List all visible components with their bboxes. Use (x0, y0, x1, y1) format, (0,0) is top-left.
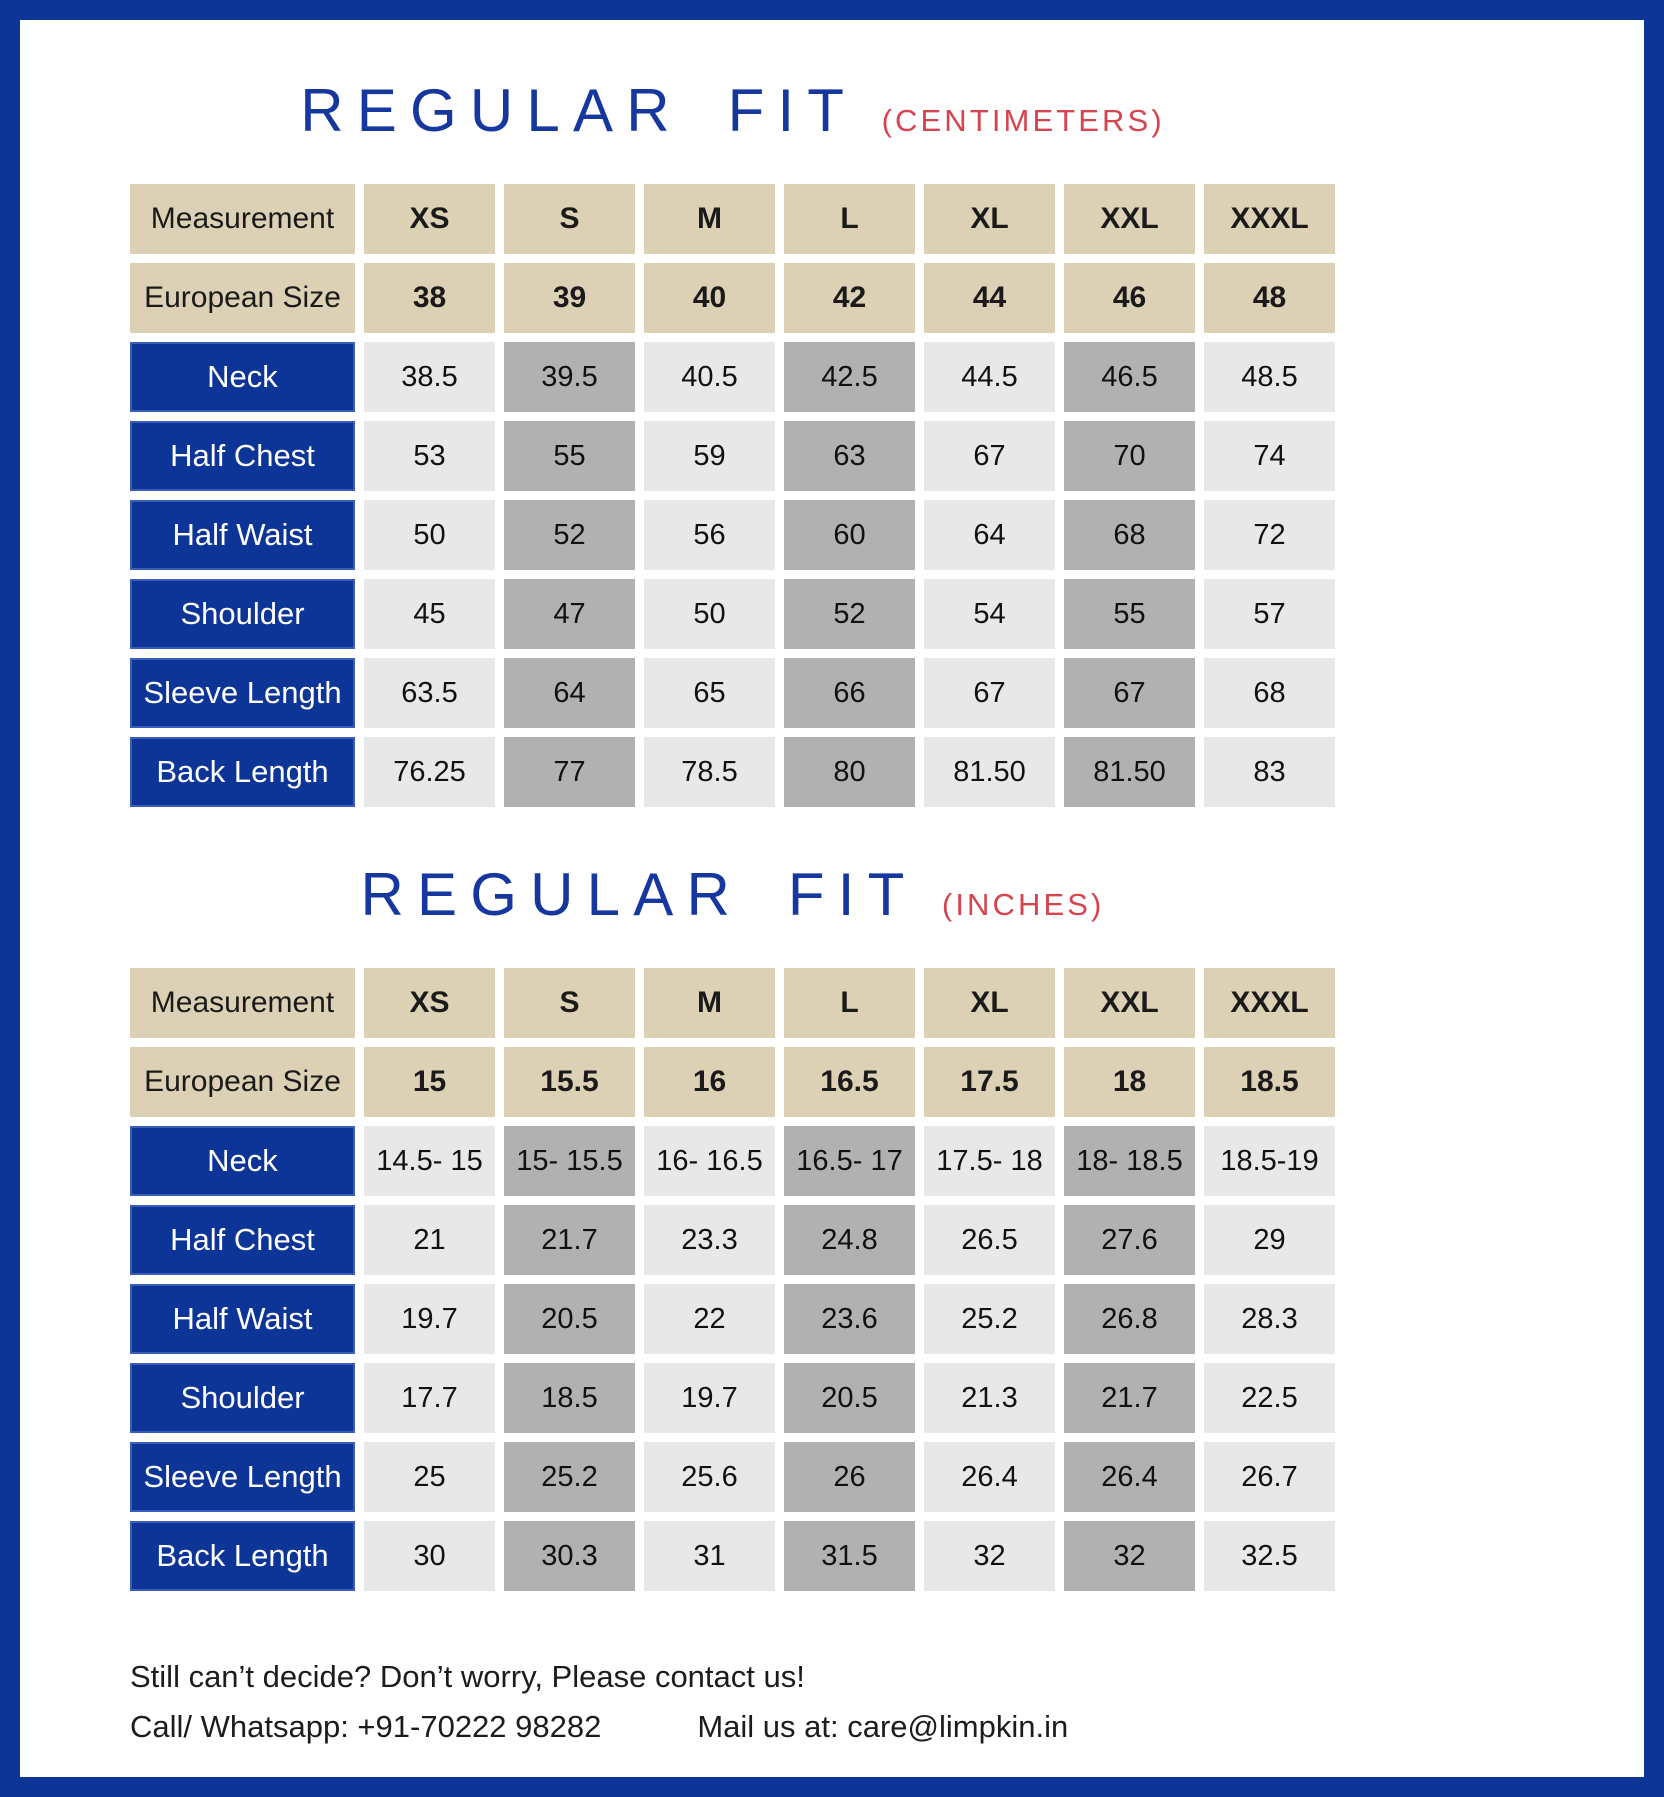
measurement-value: 32 (1064, 1521, 1195, 1591)
measurement-row-label: Half Waist (130, 500, 355, 570)
measurement-value: 24.8 (784, 1205, 915, 1275)
european-size-value: 17.5 (924, 1047, 1055, 1117)
measurement-value: 60 (784, 500, 915, 570)
size-column-header: XL (924, 968, 1055, 1038)
measurement-row-label: Half Chest (130, 421, 355, 491)
size-column-header: XS (364, 184, 495, 254)
measurement-column-header: Measurement (130, 968, 355, 1038)
measurement-value: 81.50 (1064, 737, 1195, 807)
measurement-value: 26.8 (1064, 1284, 1195, 1354)
measurement-value: 70 (1064, 421, 1195, 491)
measurement-value: 31 (644, 1521, 775, 1591)
measurement-row-label: Half Chest (130, 1205, 355, 1275)
measurement-value: 15- 15.5 (504, 1126, 635, 1196)
measurement-value: 57 (1204, 579, 1335, 649)
size-column-header: XXXL (1204, 184, 1335, 254)
measurement-value: 22 (644, 1284, 775, 1354)
measurement-value: 21 (364, 1205, 495, 1275)
footer-email: Mail us at: care@limpkin.in (697, 1708, 1069, 1744)
measurement-row (130, 421, 1335, 491)
measurement-value: 68 (1204, 658, 1335, 728)
measurement-row (130, 579, 1335, 649)
measurement-value: 56 (644, 500, 775, 570)
size-column-header: M (644, 968, 775, 1038)
measurement-value: 21.7 (1064, 1363, 1195, 1433)
size-column-header: XS (364, 968, 495, 1038)
measurement-row (130, 342, 1335, 412)
measurement-value: 63.5 (364, 658, 495, 728)
measurement-value: 21.7 (504, 1205, 635, 1275)
measurement-value: 31.5 (784, 1521, 915, 1591)
measurement-value: 18.5 (504, 1363, 635, 1433)
measurement-value: 26.7 (1204, 1442, 1335, 1512)
size-column-header: XXXL (1204, 968, 1335, 1038)
size-column-header: S (504, 184, 635, 254)
measurement-value: 23.6 (784, 1284, 915, 1354)
measurement-value: 50 (644, 579, 775, 649)
size-column-header: M (644, 184, 775, 254)
footer-help-text: Still can’t decide? Don’t worry, Please contact us! (130, 1659, 805, 1694)
measurement-value: 18.5-19 (1204, 1126, 1335, 1196)
measurement-value: 16- 16.5 (644, 1126, 775, 1196)
european-size-value: 16.5 (784, 1047, 915, 1117)
size-column-header: XXL (1064, 184, 1195, 254)
measurement-value: 20.5 (784, 1363, 915, 1433)
size-table-inches (121, 959, 1344, 1600)
measurement-value: 50 (364, 500, 495, 570)
footer (130, 1652, 1644, 1751)
measurement-value: 76.25 (364, 737, 495, 807)
measurement-value: 67 (924, 658, 1055, 728)
measurement-value: 25.2 (504, 1442, 635, 1512)
measurement-value: 39.5 (504, 342, 635, 412)
footer-phone: Call/ Whatsapp: +91-70222 98282 (130, 1708, 602, 1744)
measurement-value: 21.3 (924, 1363, 1055, 1433)
measurement-value: 19.7 (644, 1363, 775, 1433)
european-size-row (130, 263, 1335, 333)
measurement-value: 25.2 (924, 1284, 1055, 1354)
measurement-value: 14.5- 15 (364, 1126, 495, 1196)
measurement-row-label: Back Length (130, 1521, 355, 1591)
measurement-value: 52 (784, 579, 915, 649)
measurement-value: 68 (1064, 500, 1195, 570)
measurement-value: 27.6 (1064, 1205, 1195, 1275)
european-size-label: European Size (130, 1047, 355, 1117)
measurement-value: 30.3 (504, 1521, 635, 1591)
european-size-label: European Size (130, 263, 355, 333)
measurement-value: 78.5 (644, 737, 775, 807)
measurement-value: 28.3 (1204, 1284, 1335, 1354)
unit-label-inches: (INCHES) (941, 887, 1105, 922)
measurement-value: 67 (1064, 658, 1195, 728)
measurement-value: 46.5 (1064, 342, 1195, 412)
size-column-header: L (784, 968, 915, 1038)
measurement-value: 52 (504, 500, 635, 570)
measurement-value: 17.5- 18 (924, 1126, 1055, 1196)
measurement-value: 40.5 (644, 342, 775, 412)
size-column-header: XL (924, 184, 1055, 254)
measurement-value: 32.5 (1204, 1521, 1335, 1591)
measurement-row-label: Sleeve Length (130, 658, 355, 728)
measurement-value: 66 (784, 658, 915, 728)
measurement-row-label: Back Length (130, 737, 355, 807)
measurement-value: 64 (504, 658, 635, 728)
measurement-value: 83 (1204, 737, 1335, 807)
measurement-value: 16.5- 17 (784, 1126, 915, 1196)
measurement-value: 64 (924, 500, 1055, 570)
measurement-row (130, 1126, 1335, 1196)
measurement-value: 25.6 (644, 1442, 775, 1512)
measurement-value: 44.5 (924, 342, 1055, 412)
measurement-value: 67 (924, 421, 1055, 491)
measurement-row (130, 1284, 1335, 1354)
measurement-value: 17.7 (364, 1363, 495, 1433)
measurement-row (130, 1205, 1335, 1275)
measurement-row (130, 1521, 1335, 1591)
content-area (20, 20, 1644, 1751)
measurement-value: 26.4 (924, 1442, 1055, 1512)
measurement-value: 53 (364, 421, 495, 491)
unit-label-centimeters: (CENTIMETERS) (881, 103, 1165, 138)
measurement-value: 45 (364, 579, 495, 649)
measurement-value: 63 (784, 421, 915, 491)
european-size-value: 38 (364, 263, 495, 333)
measurement-row (130, 1363, 1335, 1433)
measurement-row (130, 658, 1335, 728)
measurement-value: 54 (924, 579, 1055, 649)
measurement-value: 26.5 (924, 1205, 1055, 1275)
european-size-value: 15.5 (504, 1047, 635, 1117)
size-column-header: S (504, 968, 635, 1038)
size-header-row (130, 184, 1335, 254)
european-size-value: 44 (924, 263, 1055, 333)
european-size-value: 46 (1064, 263, 1195, 333)
measurement-value: 77 (504, 737, 635, 807)
measurement-row-label: Shoulder (130, 1363, 355, 1433)
measurement-value: 81.50 (924, 737, 1055, 807)
size-column-header: XXL (1064, 968, 1195, 1038)
footer-contact-line (130, 1702, 1644, 1752)
measurement-value: 42.5 (784, 342, 915, 412)
measurement-value: 47 (504, 579, 635, 649)
measurement-value: 80 (784, 737, 915, 807)
measurement-value: 25 (364, 1442, 495, 1512)
measurement-value: 30 (364, 1521, 495, 1591)
european-size-value: 18 (1064, 1047, 1195, 1117)
european-size-value: 40 (644, 263, 775, 333)
measurement-row-label: Neck (130, 342, 355, 412)
measurement-value: 18- 18.5 (1064, 1126, 1195, 1196)
fit-title: REGULAR FIT (360, 861, 918, 928)
european-size-value: 15 (364, 1047, 495, 1117)
european-size-value: 16 (644, 1047, 775, 1117)
european-size-value: 18.5 (1204, 1047, 1335, 1117)
measurement-value: 48.5 (1204, 342, 1335, 412)
size-header-row (130, 968, 1335, 1038)
measurement-column-header: Measurement (130, 184, 355, 254)
section-title-centimeters (130, 76, 1335, 145)
measurement-value: 26.4 (1064, 1442, 1195, 1512)
measurement-row-label: Shoulder (130, 579, 355, 649)
measurement-value: 55 (1064, 579, 1195, 649)
measurement-value: 26 (784, 1442, 915, 1512)
european-size-row (130, 1047, 1335, 1117)
measurement-value: 22.5 (1204, 1363, 1335, 1433)
section-title-inches (130, 860, 1335, 929)
measurement-row-label: Neck (130, 1126, 355, 1196)
measurement-row-label: Sleeve Length (130, 1442, 355, 1512)
fit-title: REGULAR FIT (300, 77, 858, 144)
measurement-value: 20.5 (504, 1284, 635, 1354)
measurement-value: 32 (924, 1521, 1055, 1591)
size-column-header: L (784, 184, 915, 254)
european-size-value: 39 (504, 263, 635, 333)
measurement-value: 19.7 (364, 1284, 495, 1354)
measurement-value: 29 (1204, 1205, 1335, 1275)
measurement-value: 72 (1204, 500, 1335, 570)
measurement-value: 38.5 (364, 342, 495, 412)
measurement-row (130, 500, 1335, 570)
measurement-row (130, 737, 1335, 807)
measurement-value: 74 (1204, 421, 1335, 491)
measurement-value: 23.3 (644, 1205, 775, 1275)
measurement-row-label: Half Waist (130, 1284, 355, 1354)
size-table-centimeters (121, 175, 1344, 816)
measurement-value: 55 (504, 421, 635, 491)
measurement-row (130, 1442, 1335, 1512)
measurement-value: 65 (644, 658, 775, 728)
european-size-value: 48 (1204, 263, 1335, 333)
european-size-value: 42 (784, 263, 915, 333)
measurement-value: 59 (644, 421, 775, 491)
